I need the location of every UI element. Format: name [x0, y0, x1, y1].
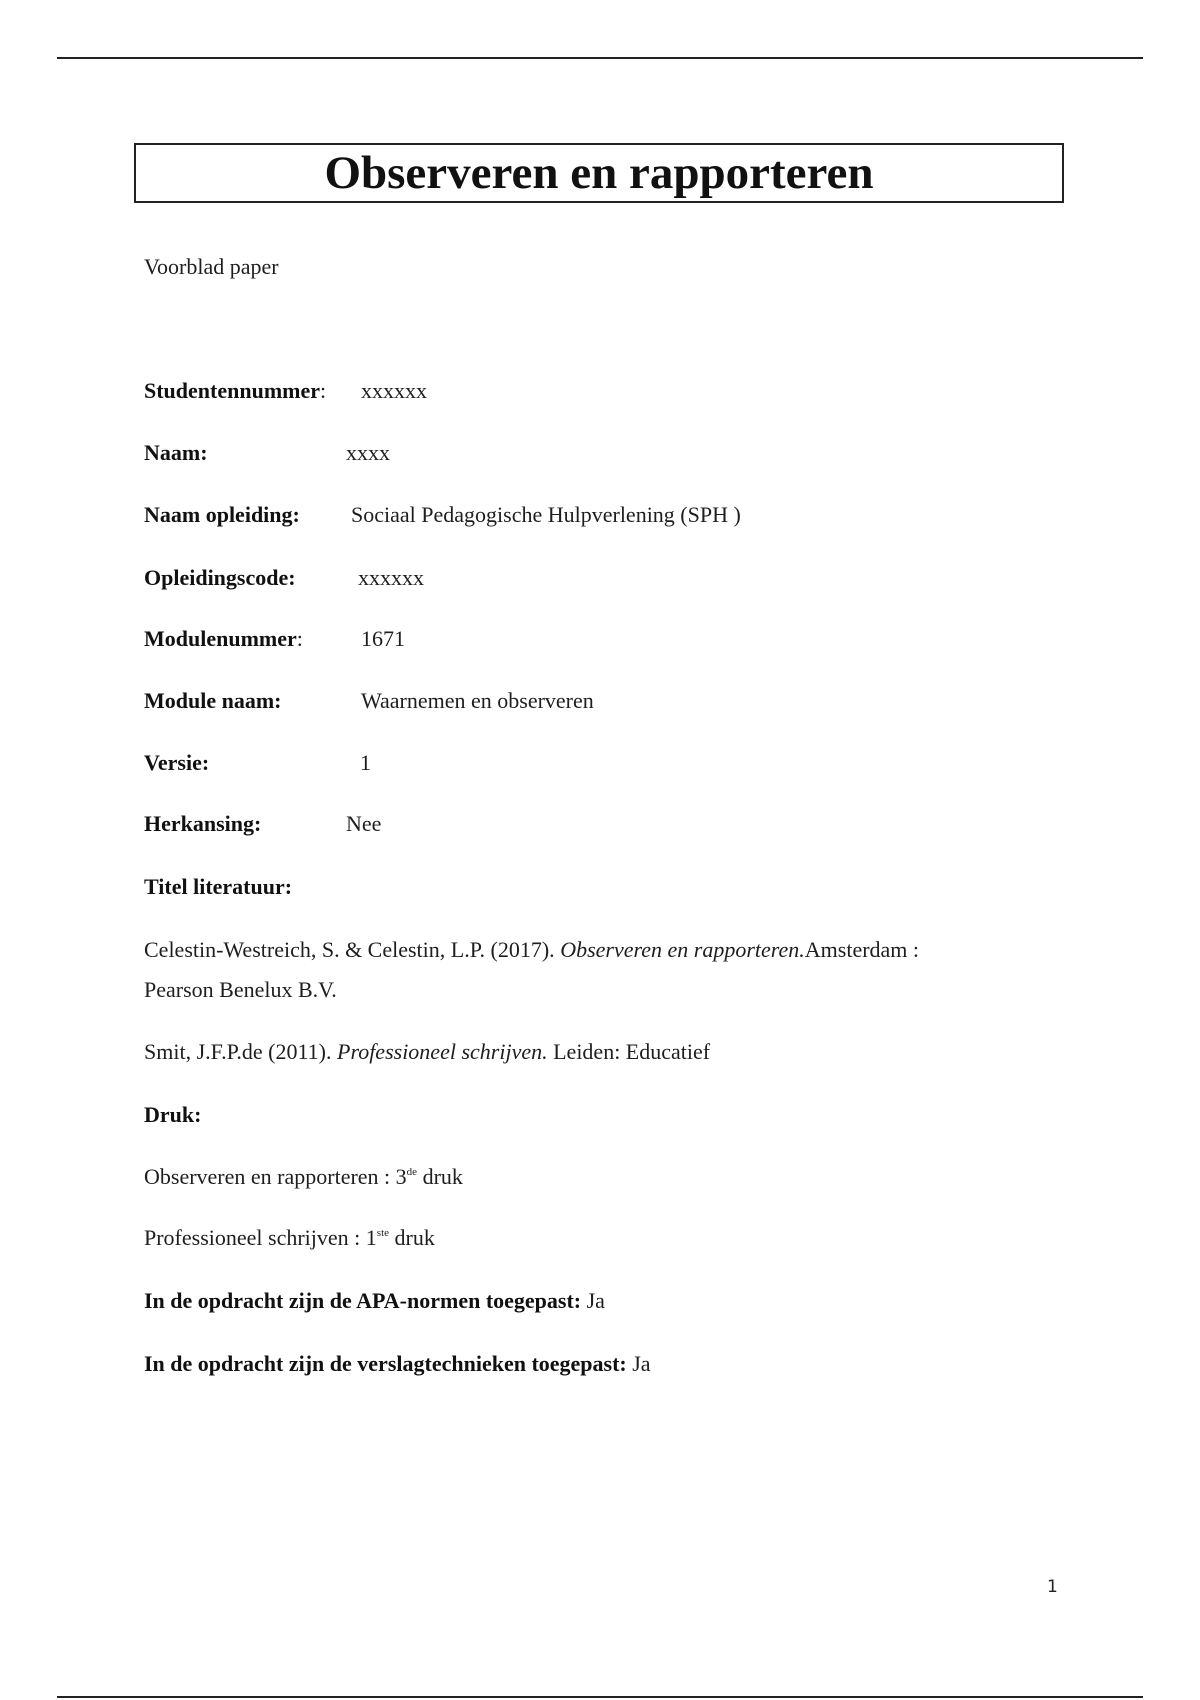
- edition-item: [144, 1224, 435, 1252]
- field-naam-opleiding: [144, 501, 741, 529]
- literature-heading: Titel literatuur:: [144, 874, 293, 899]
- edition-text: Observeren en rapporteren : 3: [144, 1164, 407, 1189]
- field-modulenummer: [144, 625, 405, 653]
- reference-publisher: Amsterdam :: [804, 937, 920, 962]
- field-versie: [144, 749, 371, 777]
- statement-value: Ja: [586, 1288, 605, 1313]
- field-label: Studentennummer: [144, 378, 321, 403]
- field-label: Modulenummer: [144, 626, 297, 651]
- reference-authors: Smit, J.F.P.de (2011).: [144, 1039, 332, 1064]
- edition-item: [144, 1163, 463, 1191]
- title-box: [134, 143, 1064, 203]
- statement-verslagtechnieken: [144, 1350, 651, 1378]
- reference-1: [144, 936, 919, 964]
- field-value: Waarnemen en observeren: [361, 688, 594, 713]
- field-naam: [144, 439, 390, 467]
- field-module-naam: [144, 687, 594, 715]
- field-value: xxxx: [346, 440, 390, 465]
- reference-1-continued: Pearson Benelux B.V.: [144, 977, 337, 1002]
- field-separator: :: [296, 626, 303, 651]
- field-opleidingscode: [144, 564, 424, 592]
- field-herkansing: [144, 810, 382, 838]
- reference-title: Professioneel schrijven.: [337, 1039, 548, 1064]
- edition-heading: Druk:: [144, 1102, 202, 1127]
- field-value: xxxxxx: [358, 565, 424, 590]
- page-number: 1: [1047, 1577, 1058, 1597]
- footer-rule: [57, 1696, 1143, 1698]
- field-value: xxxxxx: [361, 378, 427, 403]
- edition-suffix: druk: [394, 1225, 435, 1250]
- field-studentennummer: [144, 377, 427, 405]
- reference-authors: Celestin-Westreich, S. & Celestin, L.P. (2017).: [144, 937, 555, 962]
- field-value: 1: [360, 750, 371, 775]
- field-label: Herkansing:: [144, 811, 262, 836]
- field-label: Naam:: [144, 440, 208, 465]
- reference-publisher: Leiden: Educatief: [553, 1039, 711, 1064]
- field-value: Nee: [346, 811, 382, 836]
- field-value: Sociaal Pedagogische Hulpverlening (SPH ): [351, 502, 741, 527]
- document-title: Observeren en rapporteren: [324, 146, 874, 199]
- header-rule: [57, 57, 1143, 59]
- edition-text: Professioneel schrijven : 1: [144, 1225, 377, 1250]
- field-label: Naam opleiding:: [144, 502, 300, 527]
- statement-label: In de opdracht zijn de APA-normen toegepast:: [144, 1288, 582, 1313]
- reference-2: [144, 1038, 710, 1066]
- field-label: Versie:: [144, 750, 210, 775]
- edition-ordinal: ste: [376, 1227, 390, 1239]
- edition-suffix: druk: [422, 1164, 463, 1189]
- field-label: Opleidingscode:: [144, 565, 296, 590]
- field-label: Module naam:: [144, 688, 282, 713]
- statement-value: Ja: [632, 1351, 651, 1376]
- statement-apa: [144, 1287, 605, 1315]
- field-separator: :: [320, 378, 327, 403]
- statement-label: In de opdracht zijn de verslagtechnieken toegepast:: [144, 1351, 627, 1376]
- edition-ordinal: de: [406, 1166, 418, 1178]
- subtitle: Voorblad paper: [144, 254, 279, 279]
- field-value: 1671: [361, 626, 405, 651]
- reference-title: Observeren en rapporteren.: [560, 937, 805, 962]
